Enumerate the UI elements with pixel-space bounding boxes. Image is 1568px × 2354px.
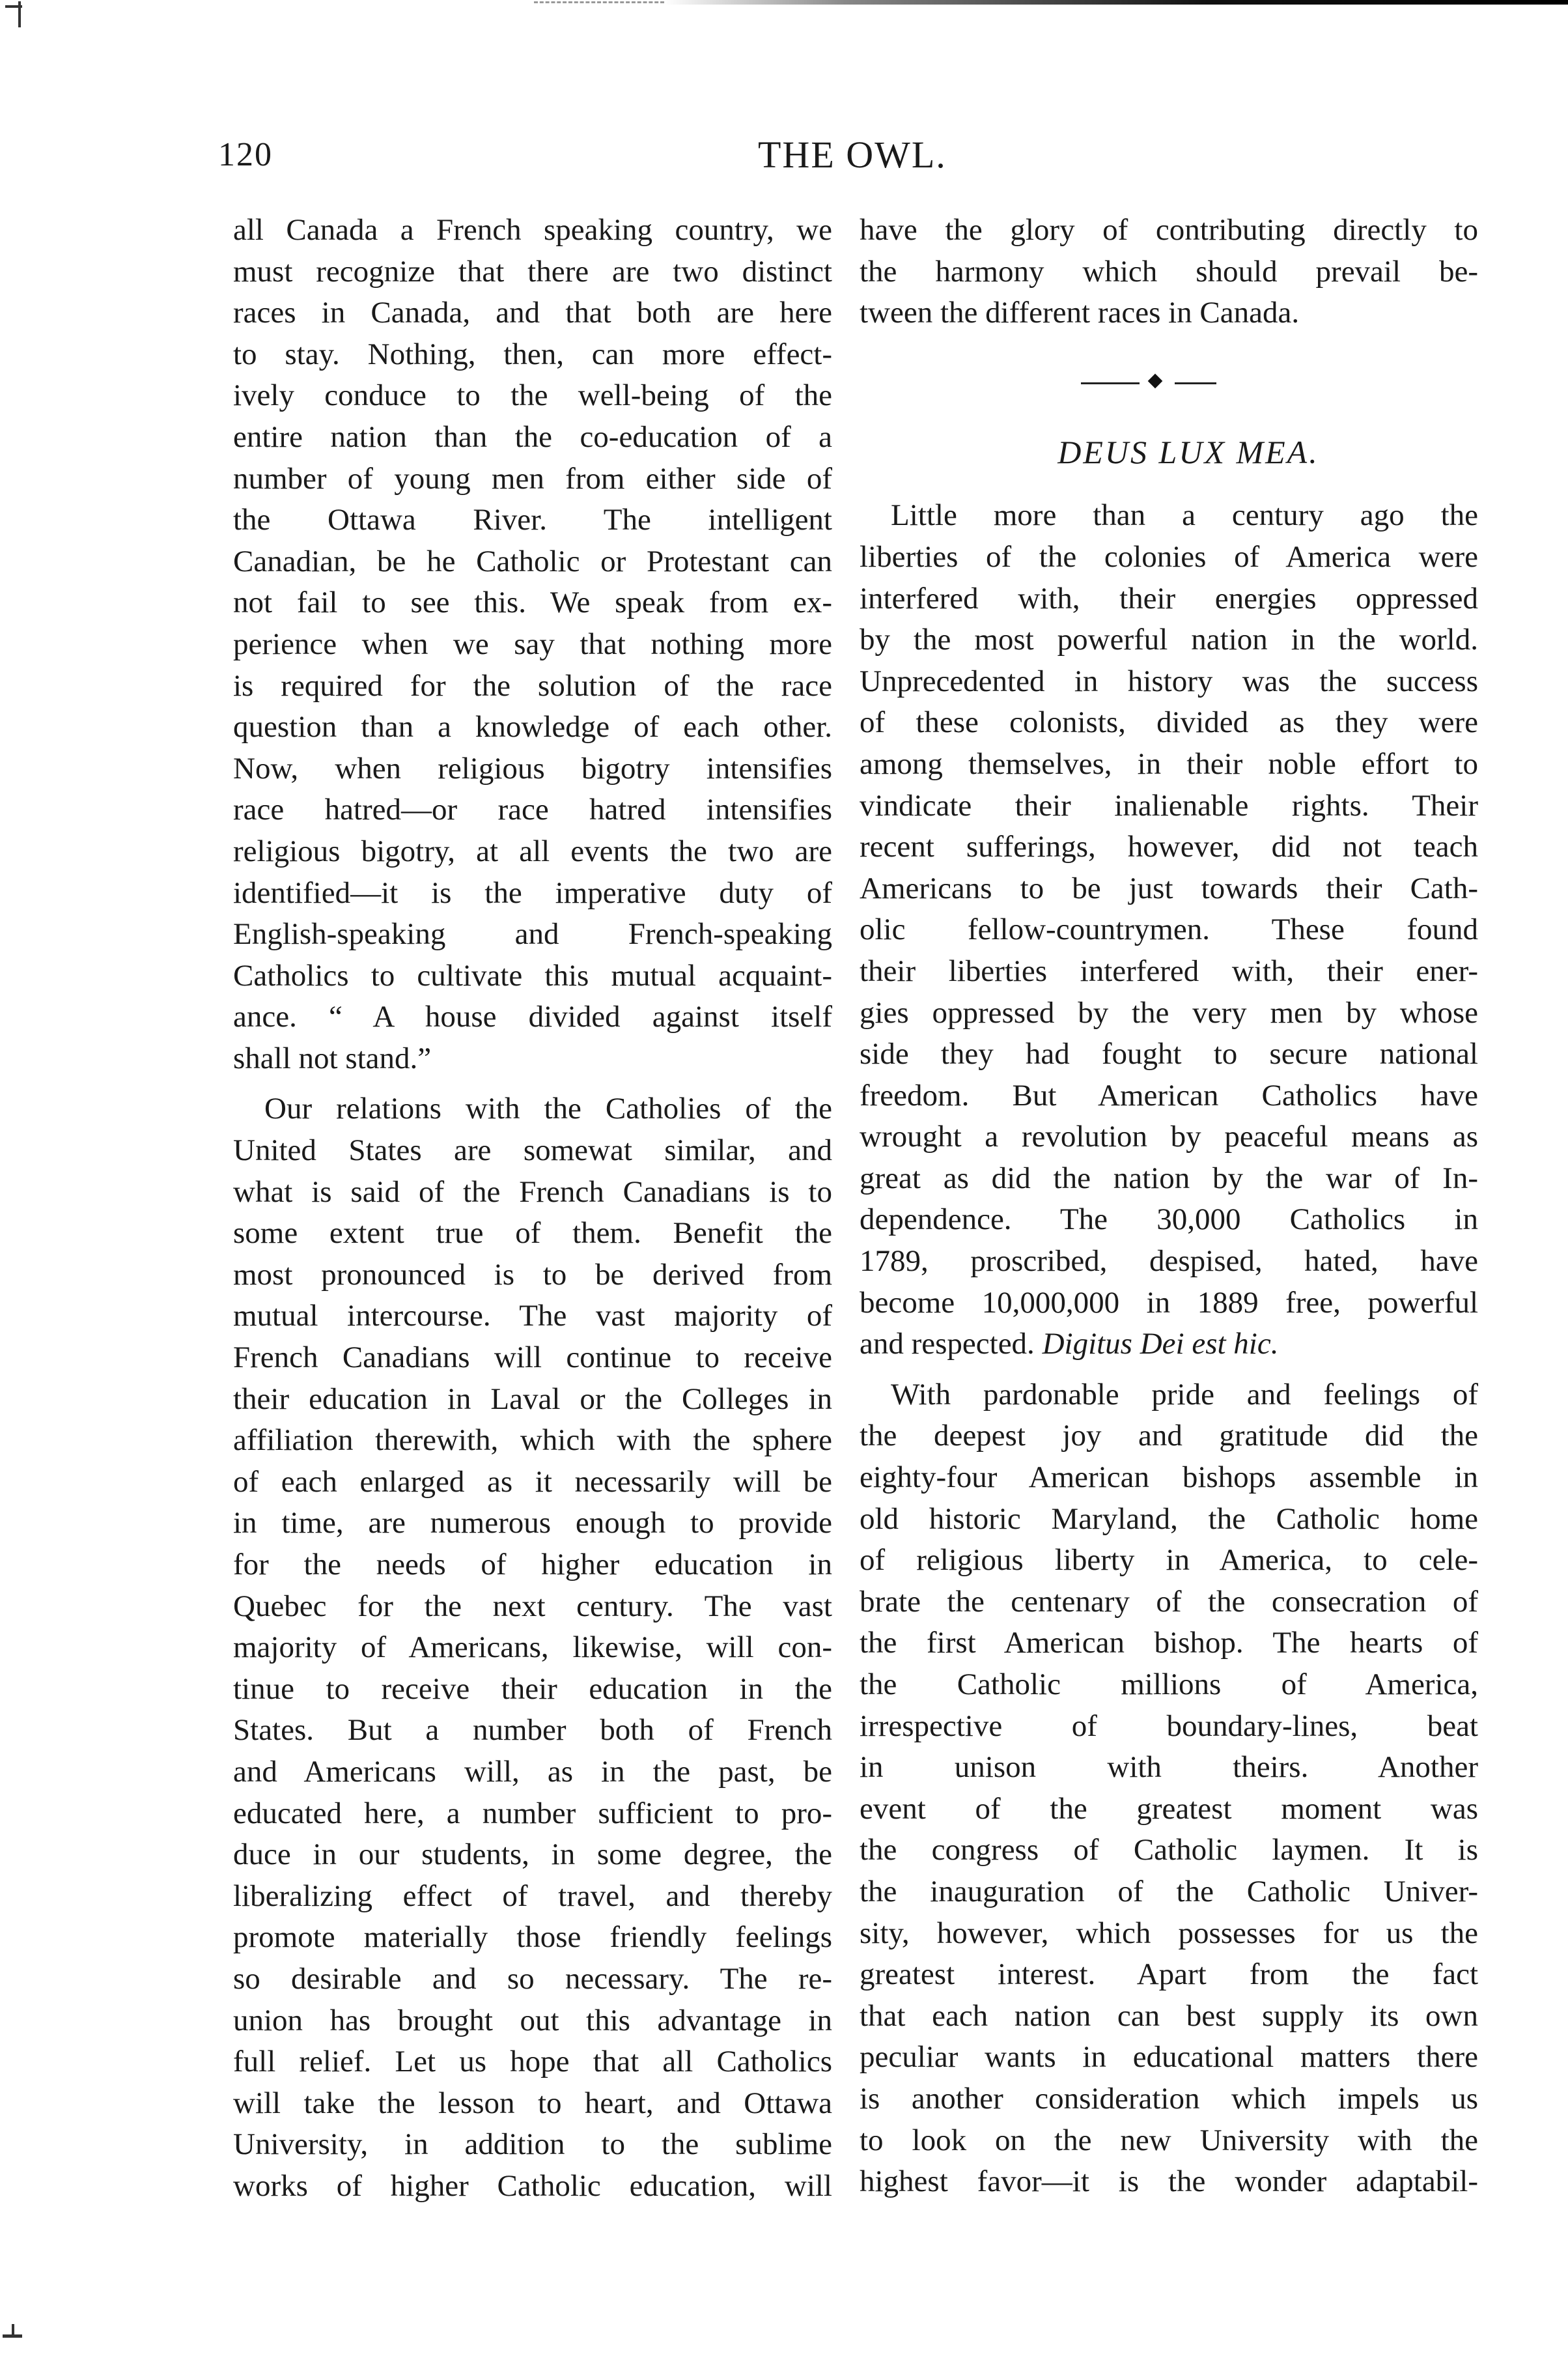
- text-line: tween the different races in Canada.: [860, 296, 1300, 330]
- text-line: of each enlarged as it necessarily will be: [233, 1464, 832, 1499]
- text-line: ance. “ A house divided against itself: [233, 1000, 832, 1034]
- right-column: [860, 210, 1478, 2203]
- running-title: THE OWL.: [758, 134, 947, 176]
- text-line: in time, are numerous enough to provide: [233, 1506, 832, 1540]
- text-line: majority of Americans, likewise, will con-: [233, 1630, 832, 1665]
- text-line: is another consideration which impels us: [860, 2081, 1478, 2116]
- text-line: affiliation therewith, which with the sphere: [233, 1423, 832, 1458]
- text-line: religious bigotry, at all events the two are: [233, 834, 832, 868]
- text-line: interfered with, their energies oppressed: [860, 581, 1478, 616]
- text-line: the inauguration of the Catholic Univer-: [860, 1874, 1478, 1908]
- text-line: number of young men from either side of: [233, 461, 832, 496]
- text-line: will take the lesson to heart, and Ottawa: [233, 2086, 832, 2120]
- section-title: DEUS LUX MEA.: [1057, 433, 1319, 470]
- text-line: [860, 1324, 1478, 1365]
- text-line: wrought a revolution by peaceful means as: [860, 1120, 1478, 1154]
- text-line: recent sufferings, however, did not teach: [860, 830, 1478, 864]
- text-line: English-speaking and French-speaking: [233, 917, 832, 952]
- text-line: old historic Maryland, the Catholic home: [860, 1501, 1478, 1536]
- text-line: University, in addition to the sublime: [233, 2127, 832, 2162]
- text-line: vindicate their inalienable rights. Their: [860, 788, 1478, 823]
- text-line: so desirable and so necessary. The re-: [233, 1961, 832, 1996]
- text-line: French Canadians will continue to receive: [233, 1340, 832, 1375]
- text-line: question than a knowledge of each other.: [233, 710, 832, 744]
- text-line: in unison with theirs. Another: [860, 1750, 1478, 1785]
- text-line: Our relations with the Catholies of the: [264, 1092, 832, 1126]
- text-line: races in Canada, and that both are here: [233, 296, 832, 330]
- text-line: liberalizing effect of travel, and thereby: [233, 1879, 832, 1913]
- text-line: the first American bishop. The hearts of: [860, 1626, 1478, 1660]
- text-line: among themselves, in their noble effort to: [860, 746, 1478, 781]
- text-line: the harmony which should prevail be-: [860, 254, 1478, 289]
- text-line: what is said of the French Canadians is to: [233, 1174, 832, 1209]
- text-line: some extent true of them. Benefit the: [233, 1216, 832, 1251]
- text-line: olic fellow-countrymen. These found: [860, 913, 1478, 947]
- text-line: eighty-four American bishops assemble in: [860, 1460, 1478, 1495]
- text-line: brate the centenary of the consecration of: [860, 1584, 1478, 1619]
- text-line: shall not stand.”: [233, 1041, 432, 1075]
- margin-mark: [12, 2324, 14, 2337]
- text-line: dependence. The 30,000 Catholics in: [860, 1202, 1478, 1237]
- text-line: not fail to see this. We speak from ex-: [233, 586, 832, 620]
- text-line: must recognize that there are two distinct: [233, 254, 832, 289]
- text-line: mutual intercourse. The vast majority of: [233, 1299, 832, 1333]
- text-line: highest favor—it is the wonder adaptabil-: [860, 2164, 1478, 2199]
- text-line: tinue to receive their education in the: [233, 1671, 832, 1706]
- top-rule-dash: [534, 1, 664, 3]
- text-line: freedom. But American Catholics have: [860, 1078, 1478, 1113]
- text-line: With pardonable pride and feelings of: [891, 1377, 1478, 1411]
- text-line: the Catholic millions of America,: [860, 1667, 1478, 1701]
- text-line: promote materially those friendly feelings: [233, 1920, 832, 1955]
- text-line: full relief. Let us hope that all Catholics: [233, 2045, 832, 2079]
- text-line: of religious liberty in America, to cele-: [860, 1543, 1478, 1578]
- text-line: event of the greatest moment was: [860, 1791, 1478, 1826]
- text-line: Little more than a century ago the: [891, 498, 1478, 533]
- page-number: 120: [218, 136, 273, 173]
- text-line: Canadian, be he Catholic or Protestant can: [233, 544, 832, 578]
- text-line: their education in Laval or the Colleges in: [233, 1382, 832, 1416]
- text-line: ively conduce to the well-being of the: [233, 378, 832, 413]
- text-line: union has brought out this advantage in: [233, 2003, 832, 2037]
- text-line: identified—it is the imperative duty of: [233, 875, 832, 910]
- text-line: entire nation than the co-education of a: [233, 419, 832, 454]
- text-line: Catholics to cultivate this mutual acquaint-: [233, 958, 832, 993]
- text-line: side they had fought to secure national: [860, 1037, 1478, 1071]
- text-line: perience when we say that nothing more: [233, 627, 832, 661]
- text-line: for the needs of higher education in: [233, 1548, 832, 1581]
- text-line: liberties of the colonies of America were: [860, 539, 1478, 574]
- text-line: works of higher Catholic education, will: [233, 2168, 832, 2203]
- text-line: Unprecedented in history was the success: [860, 664, 1478, 698]
- text-line: the congress of Catholic laymen. It is: [860, 1833, 1478, 1867]
- text-line: Now, when religious bigotry intensifies: [233, 751, 832, 786]
- text-line: their liberties interfered with, their ener-: [860, 954, 1478, 988]
- text-line: is required for the solution of the race: [233, 668, 832, 703]
- text-line: that each nation can best supply its own: [860, 1998, 1478, 2033]
- margin-mark: [18, 1, 21, 27]
- text-line: by the most powerful nation in the world.: [860, 623, 1478, 657]
- text-line: to look on the new University with the: [860, 2123, 1478, 2157]
- text-line: United States are somewat similar, and: [233, 1133, 832, 1168]
- text-line: peculiar wants in educational matters there: [860, 2040, 1478, 2075]
- text-line: race hatred—or race hatred intensifies: [233, 793, 832, 827]
- text-line: of these colonists, divided as they were: [860, 705, 1478, 740]
- text-line: the Ottawa River. The intelligent: [233, 503, 832, 537]
- text-line: irrespective of boundary-lines, beat: [860, 1709, 1478, 1743]
- italic-latin-phrase: Digitus Dei est hic.: [1042, 1327, 1279, 1361]
- text-line-prefix: and respected.: [860, 1327, 1035, 1361]
- text-line: to stay. Nothing, then, can more effect-: [233, 337, 832, 371]
- text-line: most pronounced is to be derived from: [233, 1257, 832, 1292]
- text-line: educated here, a number sufficient to pro-: [233, 1796, 832, 1830]
- text-line: and Americans will, as in the past, be: [233, 1754, 832, 1789]
- text-line: Americans to be just towards their Cath-: [860, 871, 1478, 905]
- top-rule: [664, 0, 1568, 5]
- text-line: Quebec for the next century. The vast: [233, 1589, 832, 1623]
- text-line: all Canada a French speaking country, we: [233, 213, 832, 247]
- left-column: [233, 210, 832, 2207]
- text-line: sity, however, which possesses for us the: [860, 1916, 1478, 1950]
- text-line: greatest interest. Apart from the fact: [860, 1957, 1478, 1992]
- text-line: gies oppressed by the very men by whose: [860, 995, 1478, 1030]
- section-divider-ornament: [860, 334, 1478, 432]
- text-line: 1789, proscribed, despised, hated, have: [860, 1244, 1478, 1279]
- text-line: great as did the nation by the war of In-: [860, 1161, 1478, 1195]
- text-line: become 10,000,000 in 1889 free, powerful: [860, 1285, 1478, 1320]
- text-line: States. But a number both of French: [233, 1713, 832, 1748]
- text-line: duce in our students, in some degree, the: [233, 1837, 832, 1872]
- text-line: the deepest joy and gratitude did the: [860, 1419, 1478, 1453]
- text-line: have the glory of contributing directly to: [860, 213, 1478, 247]
